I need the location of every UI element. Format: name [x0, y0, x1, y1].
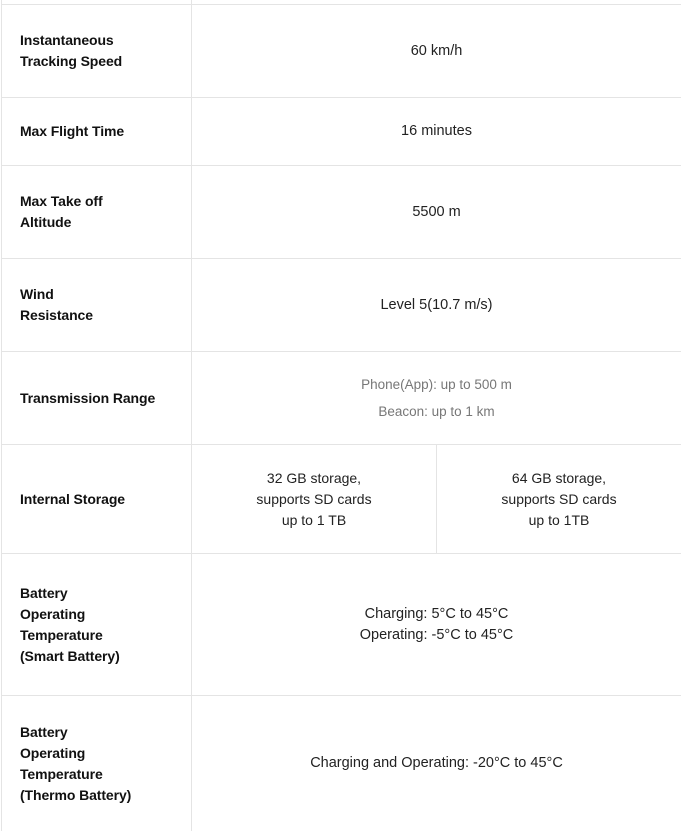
spec-label: [2, 259, 192, 351]
spec-row-flight-time: [2, 98, 681, 166]
spec-value-line: 60 km/h: [410, 42, 463, 59]
spec-value-line: 16 minutes: [401, 123, 472, 139]
spec-value: [192, 98, 681, 165]
spec-label-line: (Thermo Battery): [20, 786, 132, 803]
spec-value: [192, 554, 681, 695]
spec-value-split: [192, 445, 681, 553]
spec-value-line: supports SD cards: [501, 490, 617, 507]
spec-row-transmission-range: [2, 352, 681, 445]
spec-row-tracking-speed: [2, 5, 681, 98]
spec-label-line: Instantaneous: [20, 32, 114, 48]
spec-label-line: Max Flight Time: [20, 123, 125, 139]
spec-label: [2, 5, 192, 97]
spec-label-line: Battery: [20, 723, 68, 740]
spec-row-wind-resistance: [2, 259, 681, 352]
spec-value-right: [436, 445, 681, 553]
spec-label-line: Temperature: [20, 765, 103, 782]
spec-row-battery-temp-smart: [2, 554, 681, 696]
spec-value-line: 5500 m: [412, 203, 461, 220]
spec-label-line: Wind: [20, 286, 54, 302]
spec-value: [192, 5, 681, 97]
spec-row-takeoff-altitude: [2, 166, 681, 259]
column-divider: [191, 0, 192, 4]
spec-label-line: Tracking Speed: [20, 53, 123, 69]
spec-value: [192, 259, 681, 351]
spec-label-line: Operating: [20, 605, 86, 622]
spec-row-battery-temp-thermo: [2, 696, 681, 831]
spec-label: [2, 696, 192, 831]
spec-label-line: (Smart Battery): [20, 647, 120, 664]
spec-value-line: Charging and Operating: -20°C to 45°C: [310, 755, 563, 771]
spec-label-line: Max Take off: [20, 193, 103, 209]
previous-row-stub: [2, 0, 681, 5]
spec-label-line: Operating: [20, 744, 86, 761]
spec-row-internal-storage: [2, 445, 681, 554]
spec-value-line: Charging: 5°C to 45°C: [364, 605, 509, 622]
spec-label: [2, 352, 192, 444]
spec-label-line: Internal Storage: [20, 490, 125, 507]
spec-value-line: up to 1 TB: [281, 511, 347, 528]
spec-label-line: Battery: [20, 584, 68, 601]
spec-label: [2, 554, 192, 695]
spec-label-line: Temperature: [20, 626, 103, 643]
spec-label: [2, 445, 192, 553]
spec-value-line: Beacon: up to 1 km: [378, 404, 495, 419]
spec-value-line: Level 5(10.7 m/s): [380, 296, 493, 313]
spec-value-line: 64 GB storage,: [511, 469, 607, 486]
spec-value-line: up to 1TB: [528, 511, 590, 528]
spec-value: [192, 166, 681, 258]
spec-label: [2, 98, 192, 165]
spec-label-line: Transmission Range: [20, 389, 156, 406]
spec-value-line: 32 GB storage,: [266, 469, 362, 486]
spec-table: [1, 0, 681, 831]
spec-value-line: Operating: -5°C to 45°C: [359, 626, 514, 643]
spec-value: [192, 352, 681, 444]
spec-label-line: Altitude: [20, 214, 72, 230]
spec-label-line: Resistance: [20, 307, 93, 323]
spec-value: [192, 696, 681, 831]
spec-value-line: Phone(App): up to 500 m: [361, 377, 512, 392]
spec-value-line: supports SD cards: [256, 490, 372, 507]
spec-value-left: [192, 445, 436, 553]
spec-label: [2, 166, 192, 258]
